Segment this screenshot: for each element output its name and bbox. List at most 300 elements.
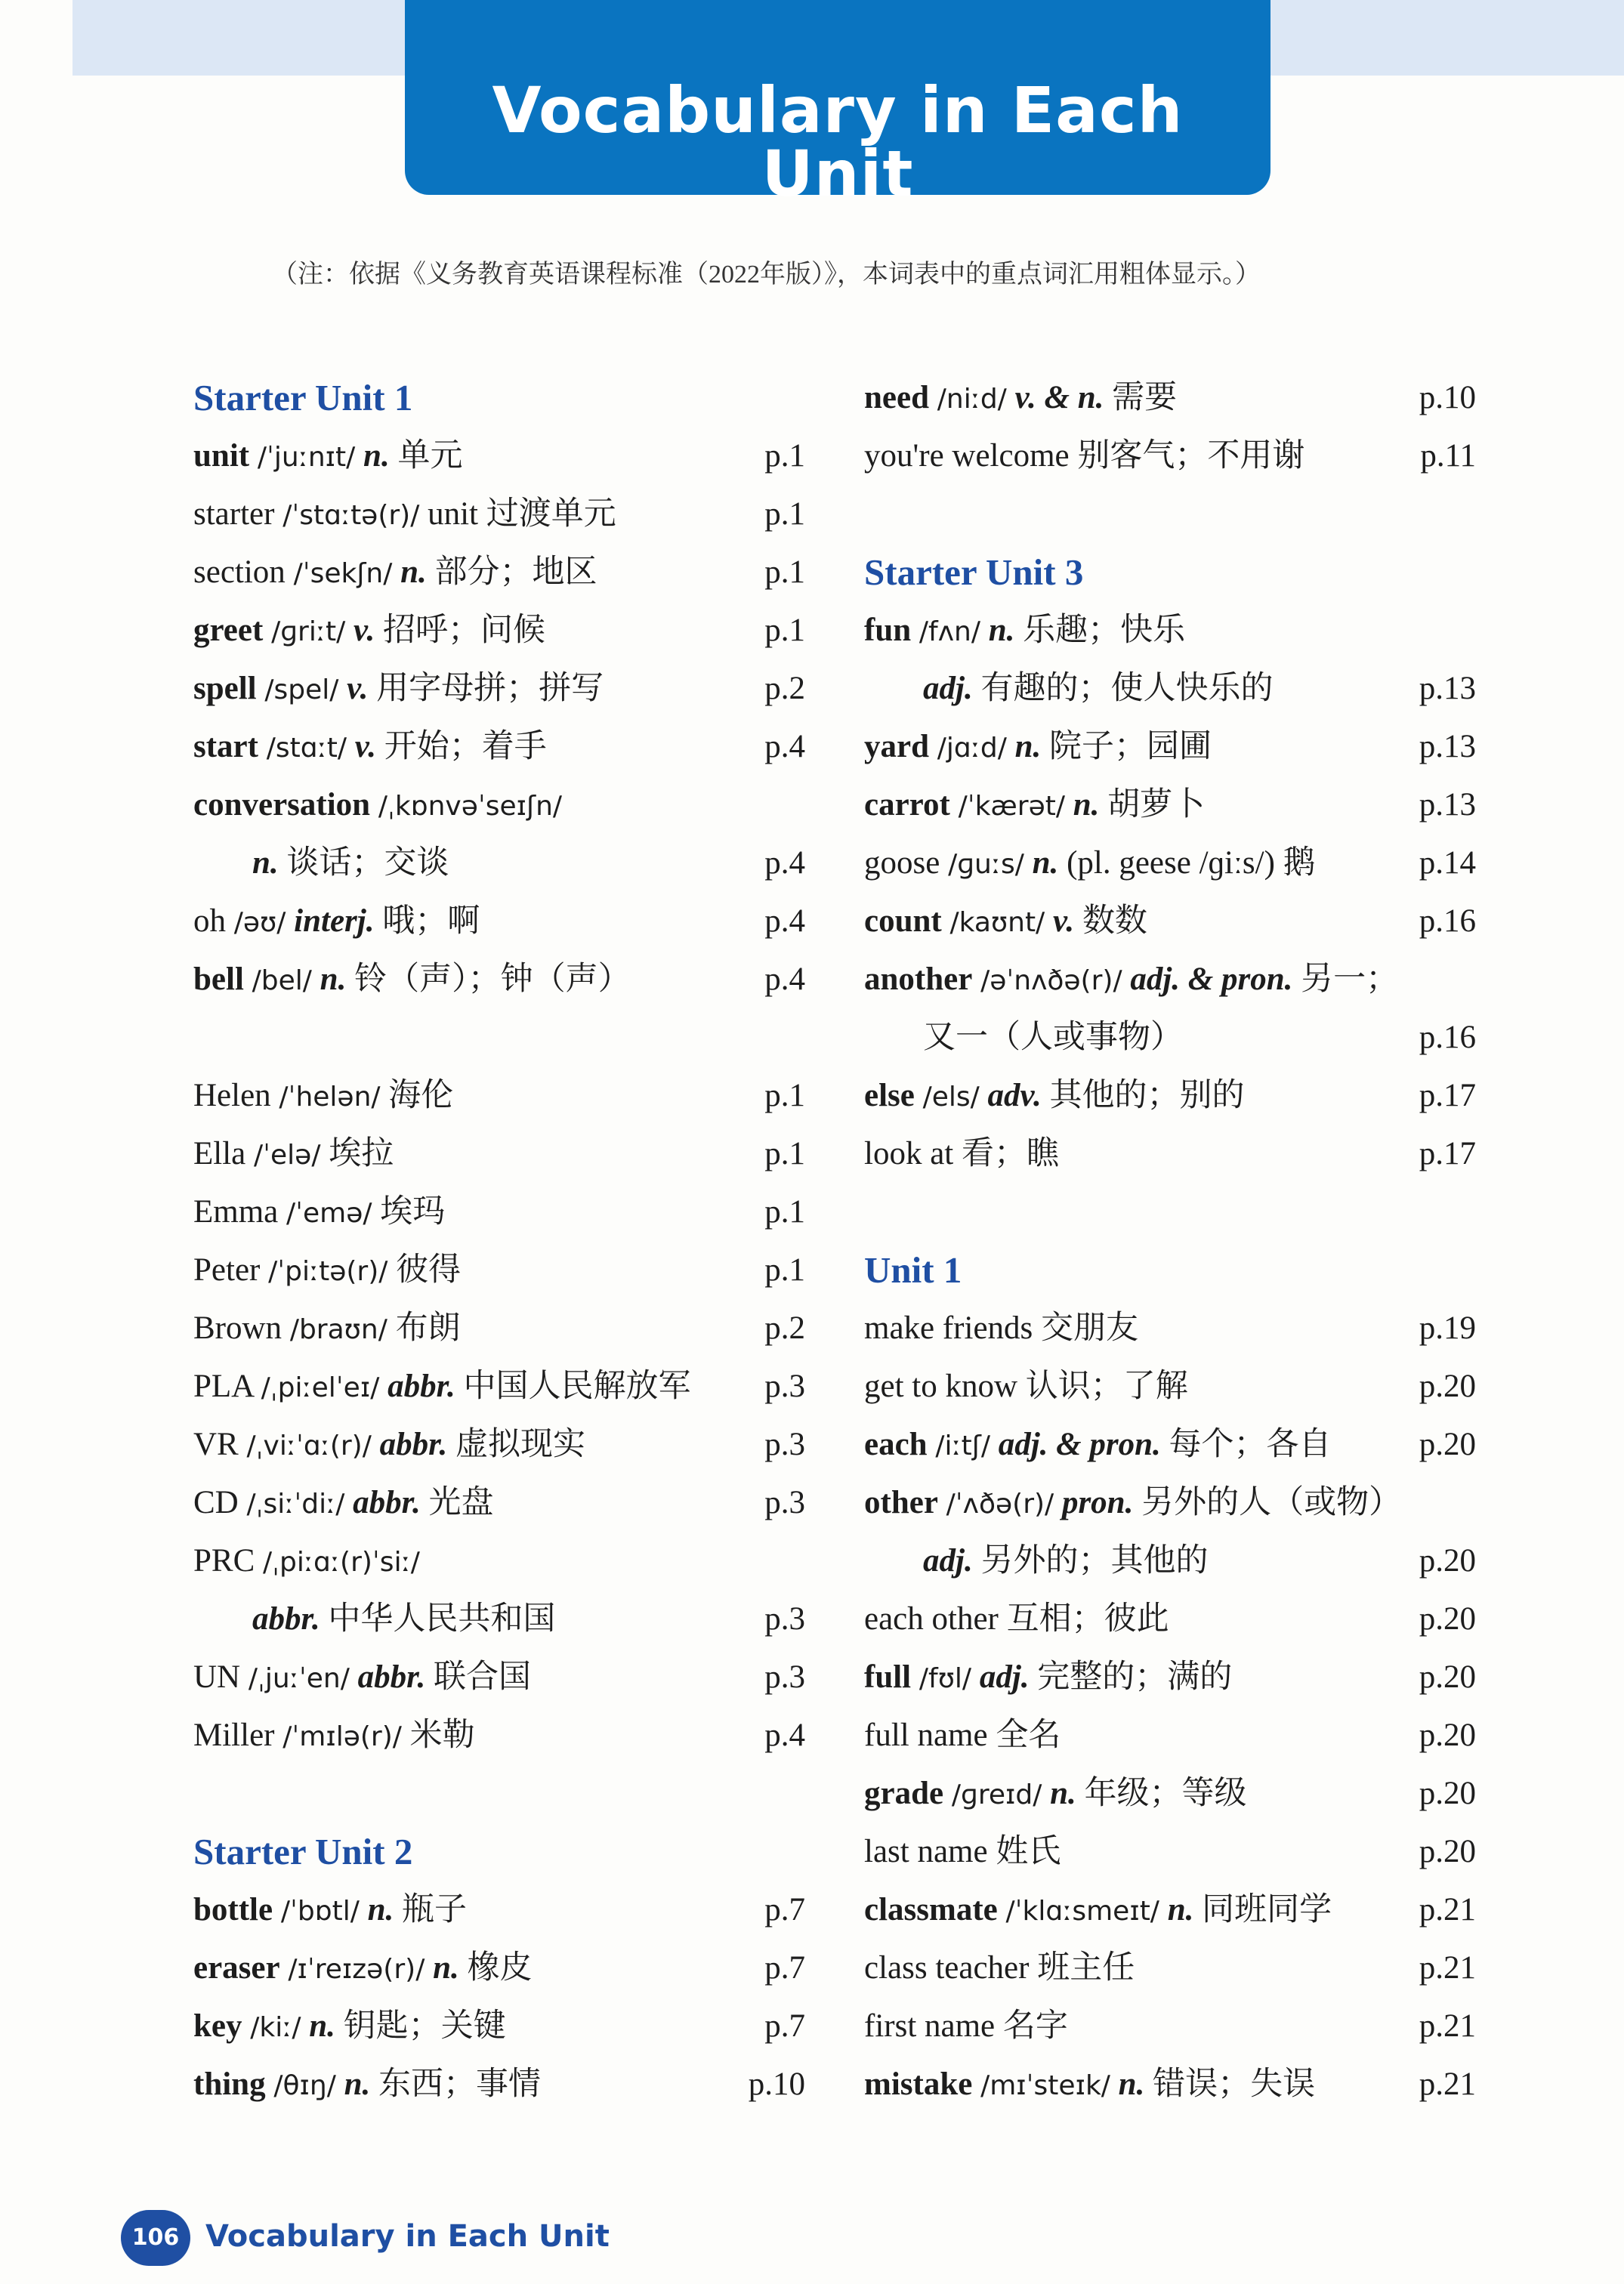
- vocab-entry: [857, 776, 1476, 834]
- entry-ipa: /bel/: [252, 965, 312, 996]
- spacer: [186, 1764, 805, 1823]
- entry-meaning: 部分；地区: [434, 554, 597, 590]
- entry-pos: abbr.: [387, 1369, 455, 1404]
- entry-word: Miller: [193, 1718, 275, 1753]
- entry-ipa: /ˌviːˈɑː(r)/: [246, 1431, 372, 1461]
- entry-word: last name: [864, 1834, 988, 1869]
- entry-meaning: 错误；失误: [1153, 2066, 1316, 2102]
- entry-page: p.10: [748, 2066, 805, 2102]
- entry-content: [864, 1764, 1247, 1824]
- entry-word: bottle: [193, 1892, 273, 1928]
- entry-word: full: [864, 1659, 912, 1695]
- vocab-entry: [857, 1764, 1476, 1823]
- entry-meaning: 互相；彼此: [1006, 1601, 1169, 1637]
- entry-pos: n.: [400, 554, 427, 590]
- entry-page: p.21: [1419, 1950, 1476, 1986]
- entry-content: [193, 892, 480, 952]
- entry-ipa: /spel/: [264, 674, 339, 705]
- entry-meaning: 看；瞧: [961, 1136, 1059, 1171]
- vocab-entry: [857, 834, 1476, 892]
- vocab-entry: [857, 1125, 1476, 1183]
- entry-meaning: 另外的人（或物）: [1141, 1485, 1402, 1520]
- entry-meaning: 其他的；别的: [1049, 1078, 1245, 1113]
- entry-page: p.14: [1419, 845, 1476, 881]
- vocab-entry: [857, 1706, 1476, 1764]
- vocab-entry: [186, 485, 805, 543]
- entry-ipa: /mɪˈsteɪk/: [980, 2070, 1110, 2101]
- entry-pos: abbr.: [357, 1659, 426, 1695]
- entry-ipa: /fʌn/: [919, 616, 980, 647]
- entry-ipa: /ˌpiːelˈeɪ/: [261, 1372, 380, 1403]
- entry-word: spell: [193, 671, 257, 706]
- entry-meaning: 需要: [1112, 380, 1178, 415]
- entry-ipa: /fʊl/: [919, 1663, 972, 1694]
- entry-word: you're welcome: [864, 438, 1070, 474]
- vocab-entry: [186, 1299, 805, 1357]
- vocab-entry: [857, 1997, 1476, 2055]
- entry-page: p.20: [1419, 1543, 1476, 1579]
- entry-word: Ella: [193, 1136, 246, 1171]
- entry-page: p.20: [1419, 1659, 1476, 1695]
- entry-content: [864, 1415, 1332, 1475]
- entry-meaning: 单元: [397, 438, 463, 474]
- entry-ipa: /ɡreɪd/: [951, 1779, 1042, 1810]
- entry-word: goose: [864, 845, 940, 881]
- entry-word: get to know: [864, 1369, 1018, 1404]
- entry-word: Helen: [193, 1078, 271, 1113]
- entry-pos: v.: [353, 613, 375, 648]
- entry-pos: abbr.: [252, 1601, 320, 1637]
- entry-word: eraser: [193, 1950, 280, 1986]
- entry-page: p.19: [1419, 1310, 1476, 1346]
- entry-content: [864, 1125, 1059, 1183]
- entry-word: Emma: [193, 1194, 279, 1230]
- note-text: （注：依据《义务教育英语课程标准（2022年版）》，本词表中的重点词汇用粗体显示。）: [272, 261, 1261, 289]
- vocab-entry: [186, 1183, 805, 1241]
- entry-page: p.11: [1420, 438, 1476, 474]
- entry-page: p.20: [1419, 1718, 1476, 1753]
- entry-content: [193, 776, 562, 835]
- entry-content: [864, 1357, 1188, 1415]
- entry-continuation: [857, 659, 1476, 718]
- entry-content: [193, 2055, 541, 2115]
- entry-word: conversation: [193, 787, 371, 823]
- entry-meaning: 又一（人或事物）: [923, 1020, 1183, 1055]
- entry-ipa: /ˈhelən/: [279, 1082, 381, 1113]
- vocab-entry: [186, 1125, 805, 1183]
- entry-content: [193, 485, 616, 545]
- vocab-entry: [857, 427, 1476, 485]
- entry-page: p.16: [1419, 1020, 1476, 1055]
- entry-continuation: [186, 834, 805, 892]
- entry-page: p.13: [1419, 729, 1476, 764]
- vocab-entry: [186, 1881, 805, 1939]
- entry-pos: adv.: [987, 1078, 1042, 1113]
- entry-ipa: /stɑːt/: [266, 733, 347, 764]
- entry-page: p.17: [1419, 1136, 1476, 1171]
- spacer: [857, 1183, 1476, 1241]
- entry-pos: n.: [1050, 1776, 1076, 1811]
- vocab-entry: [857, 601, 1476, 659]
- entry-ipa: /ˈemə/: [286, 1198, 372, 1229]
- entry-ipa: /ˈpiːtə(r)/: [268, 1256, 388, 1287]
- entry-pos: n.: [363, 438, 390, 474]
- vocab-entry: [186, 1939, 805, 1997]
- entry-word: full name: [864, 1718, 988, 1753]
- entry-meaning: 埃拉: [329, 1136, 394, 1171]
- entry-ipa: /braʊn/: [289, 1314, 387, 1345]
- entry-content: [864, 1648, 1232, 1708]
- vocab-entry: [186, 1241, 805, 1299]
- entry-ipa: /niːd/: [937, 384, 1007, 415]
- entry-ipa: /ˌpiːɑː(r)ˈsiː/: [263, 1547, 420, 1578]
- entry-word: grade: [864, 1776, 944, 1811]
- entry-pos: n.: [1014, 729, 1042, 764]
- entry-page: p.3: [764, 1485, 805, 1520]
- entry-pos: n.: [988, 613, 1015, 648]
- entry-content: [864, 776, 1205, 835]
- entry-pos: n.: [1167, 1892, 1194, 1928]
- entry-pos: n.: [1032, 845, 1059, 881]
- vocab-entry: [857, 892, 1476, 950]
- entry-pos: adj. & pron.: [998, 1427, 1161, 1462]
- entry-word: first name: [864, 2008, 996, 2044]
- entry-pos: abbr.: [353, 1485, 421, 1520]
- entry-meaning: 布朗: [395, 1310, 461, 1346]
- entry-word: oh: [193, 903, 226, 939]
- vocab-entry: [186, 1415, 805, 1474]
- entry-meaning: 有趣的；使人快乐的: [980, 671, 1274, 706]
- entry-ipa: /θɪŋ/: [273, 2070, 336, 2101]
- entry-word: Brown: [193, 1310, 283, 1346]
- entry-content: [864, 1997, 1068, 2055]
- entry-content: [864, 950, 1398, 1010]
- entry-page: p.2: [764, 1310, 805, 1346]
- vocab-entry: [857, 2055, 1476, 2113]
- entry-ipa: /ɡriːt/: [271, 616, 346, 647]
- entry-content: [864, 1939, 1135, 1997]
- entry-word: each: [864, 1427, 928, 1462]
- entry-content: [193, 1241, 461, 1301]
- entry-page: p.3: [764, 1601, 805, 1637]
- entry-page: p.1: [764, 1078, 805, 1113]
- entry-page: p.21: [1419, 2008, 1476, 2044]
- entry-content: [864, 834, 1316, 894]
- entry-content: [864, 1299, 1138, 1357]
- entry-ipa: /jɑːd/: [937, 733, 1007, 764]
- entry-word: UN: [193, 1659, 241, 1695]
- entry-meaning: 班主任: [1037, 1950, 1135, 1986]
- entry-content: [193, 1939, 533, 1999]
- entry-word: another: [864, 961, 973, 997]
- spacer: [857, 485, 1476, 543]
- entry-page: p.21: [1419, 2066, 1476, 2102]
- entry-word: greet: [193, 613, 264, 648]
- entry-pos: n.: [320, 961, 347, 997]
- entry-content: [252, 1590, 555, 1648]
- entry-word: VR: [193, 1427, 239, 1462]
- entry-page: p.20: [1419, 1601, 1476, 1637]
- entry-page: p.17: [1419, 1078, 1476, 1113]
- entry-meaning: 认识；了解: [1025, 1369, 1188, 1404]
- entry-meaning: 姓氏: [996, 1834, 1061, 1869]
- entry-meaning: 年级；等级: [1084, 1776, 1247, 1811]
- entry-pos: n.: [367, 1892, 394, 1928]
- unit-heading: [186, 369, 805, 427]
- entry-pos: v. & n.: [1014, 380, 1104, 415]
- entry-meaning: 中华人民共和国: [328, 1601, 556, 1637]
- entry-page: p.3: [764, 1369, 805, 1404]
- entry-content: [193, 1648, 531, 1708]
- entry-pos: adj. & pron.: [1130, 961, 1293, 997]
- entry-content: [864, 1066, 1245, 1126]
- entry-word: start: [193, 729, 258, 764]
- vocab-entry: [186, 1532, 805, 1590]
- footer-title: Vocabulary in Each Unit: [205, 2219, 610, 2254]
- entry-meaning: 开始；着手: [384, 729, 547, 764]
- entry-word: class teacher: [864, 1950, 1030, 1986]
- vocab-entry: [857, 950, 1476, 1008]
- entry-content: [193, 1881, 467, 1940]
- entry-word: Peter: [193, 1252, 261, 1288]
- entry-content: [193, 718, 547, 777]
- entry-word: CD: [193, 1485, 239, 1520]
- entry-meaning: 名字: [1002, 2008, 1068, 2044]
- entry-content: [193, 1125, 394, 1184]
- entry-pos: n.: [433, 1950, 459, 1986]
- entry-pos: n.: [1118, 2066, 1145, 2102]
- entry-meaning: 联合国: [433, 1659, 531, 1695]
- entry-word: yard: [864, 729, 929, 764]
- entry-pos: pron.: [1061, 1485, 1134, 1520]
- vocab-entry: [186, 659, 805, 718]
- unit-heading: [857, 543, 1476, 601]
- entry-meaning: 铃（声）；钟（声）: [354, 961, 631, 997]
- entry-word: fun: [864, 613, 912, 648]
- entry-pos: adj.: [923, 1543, 973, 1579]
- vocab-entry: [186, 543, 805, 601]
- entry-ipa: /ˌjuːˈen/: [248, 1663, 350, 1694]
- entry-meaning: 完整的；满的: [1037, 1659, 1233, 1695]
- entry-page: p.3: [764, 1659, 805, 1695]
- entry-content: [193, 427, 462, 486]
- entry-page: p.1: [764, 496, 805, 532]
- left-column: [186, 369, 805, 2113]
- entry-page: p.1: [764, 1136, 805, 1171]
- vocab-entry: [857, 1590, 1476, 1648]
- entry-content: [193, 659, 604, 719]
- page-number-badge: 106: [121, 2210, 190, 2266]
- entry-page: p.13: [1419, 671, 1476, 706]
- entry-continuation: [186, 1590, 805, 1648]
- entry-word: other: [864, 1485, 938, 1520]
- entry-word: need: [864, 380, 929, 415]
- entry-word: make friends: [864, 1310, 1033, 1346]
- unit-heading-text: Starter Unit 3: [864, 551, 1084, 593]
- entry-content: [864, 1590, 1169, 1648]
- entry-word: else: [864, 1078, 915, 1113]
- entry-content: [193, 950, 631, 1010]
- entry-meaning: 东西；事情: [378, 2066, 542, 2102]
- entry-content: [864, 1823, 1061, 1881]
- entry-pos: n.: [1073, 787, 1100, 823]
- entry-content: [193, 1997, 506, 2057]
- entry-meaning: 谈话；交谈: [286, 845, 449, 881]
- entry-pos: v.: [354, 729, 376, 764]
- entry-pos: n.: [309, 2008, 335, 2044]
- vocab-entry: [186, 718, 805, 776]
- vocab-entry: [186, 1706, 805, 1764]
- entry-pos: n.: [344, 2066, 371, 2102]
- entry-meaning: 米勒: [409, 1718, 475, 1753]
- entry-page: p.3: [764, 1427, 805, 1462]
- vocab-entry: [857, 1881, 1476, 1939]
- unit-heading: [186, 1823, 805, 1881]
- vocab-entry: [857, 1066, 1476, 1125]
- vocab-entry: [186, 776, 805, 834]
- vocab-entry: [857, 1648, 1476, 1706]
- entry-meaning: 光盘: [428, 1485, 494, 1520]
- entry-page: p.7: [764, 1950, 805, 1986]
- vocab-entry: [186, 427, 805, 485]
- spacer: [186, 1008, 805, 1066]
- entry-content: [193, 1066, 453, 1126]
- entry-meaning: 哦；啊: [382, 903, 480, 939]
- title-banner: [405, 0, 1270, 211]
- entry-page: p.20: [1419, 1834, 1476, 1869]
- entry-meaning: 另一；: [1301, 961, 1399, 997]
- vocab-entry: [857, 1357, 1476, 1415]
- entry-ipa: /ˈkærət/: [958, 791, 1065, 822]
- entry-meaning: 胡萝卜: [1107, 787, 1206, 823]
- entry-ipa: /ɪˈreɪzə(r)/: [288, 1954, 425, 1985]
- entry-page: p.13: [1419, 787, 1476, 823]
- vocab-entry: [857, 1474, 1476, 1532]
- entry-meaning: 每个；各自: [1169, 1427, 1332, 1462]
- entry-content: [193, 1415, 585, 1475]
- entry-page: p.7: [764, 1892, 805, 1928]
- entry-content: [923, 659, 1273, 718]
- entry-page: p.4: [764, 845, 805, 881]
- entry-content: [193, 601, 545, 661]
- entry-page: p.1: [764, 613, 805, 648]
- vocab-entry: [857, 1939, 1476, 1997]
- entry-word: each other: [864, 1601, 999, 1637]
- entry-ipa: /ˌkɒnvəˈseɪʃn/: [378, 791, 563, 822]
- entry-meaning: 别客气；不用谢: [1077, 438, 1305, 474]
- entry-ipa: /əʊ/: [233, 907, 286, 938]
- entry-word: unit: [193, 438, 250, 474]
- entry-ipa: /ˈelə/: [254, 1140, 321, 1171]
- entry-ipa: /ˈstɑːtə(r)/: [283, 500, 420, 531]
- entry-ipa: /ˌsiːˈdiː/: [246, 1489, 345, 1520]
- entry-page: p.20: [1419, 1776, 1476, 1811]
- entry-word: thing: [193, 2066, 266, 2102]
- entry-meaning: 钥匙；关键: [343, 2008, 506, 2044]
- entry-ipa: /əˈnʌðə(r)/: [980, 965, 1122, 996]
- entry-word: key: [193, 2008, 242, 2044]
- entry-meaning: 瓶子: [402, 1892, 467, 1928]
- entry-page: p.16: [1419, 903, 1476, 939]
- entry-content: [193, 1532, 420, 1591]
- entry-meaning: 中国人民解放军: [463, 1369, 691, 1404]
- entry-content: [193, 1183, 445, 1242]
- entry-content: [923, 1008, 1183, 1066]
- vocab-entry: [857, 1415, 1476, 1474]
- entry-content: [864, 718, 1212, 777]
- unit-heading: [857, 1241, 1476, 1299]
- entry-meaning: 数数: [1082, 903, 1147, 939]
- vocab-entry: [857, 1299, 1476, 1357]
- entry-page: p.1: [764, 554, 805, 590]
- entry-ipa: /iːtʃ/: [935, 1431, 990, 1461]
- vocab-entry: [186, 601, 805, 659]
- entry-ipa: /ɡuːs/: [948, 849, 1024, 880]
- entry-pos: v.: [347, 671, 369, 706]
- unit-heading-text: Unit 1: [864, 1249, 962, 1291]
- entry-ipa: /kaʊnt/: [949, 907, 1045, 938]
- entry-ipa: /ˈklɑːsmeɪt/: [1005, 1896, 1159, 1927]
- entry-pos: v.: [1052, 903, 1075, 939]
- entry-content: [193, 543, 597, 603]
- entry-meaning: 埃玛: [380, 1194, 446, 1230]
- entry-meaning: unit 过渡单元: [428, 496, 616, 532]
- vocab-entry: [186, 1997, 805, 2055]
- vocab-entry: [186, 1066, 805, 1125]
- entry-word: PLA: [193, 1369, 253, 1404]
- entry-page: p.1: [764, 1252, 805, 1288]
- entry-content: [864, 427, 1304, 485]
- entry-word: starter: [193, 496, 275, 532]
- entry-content: [193, 1706, 475, 1766]
- entry-ipa: /kiː/: [250, 2012, 301, 2043]
- vocab-entry: [186, 1474, 805, 1532]
- entry-ipa: /ˈsekʃn/: [293, 558, 393, 589]
- entry-meaning: 橡皮: [467, 1950, 533, 1986]
- unit-heading-text: Starter Unit 1: [193, 377, 413, 418]
- entry-page: p.4: [764, 903, 805, 939]
- entry-pos: interj.: [294, 903, 375, 939]
- entry-meaning: 用字母拼；拼写: [376, 671, 604, 706]
- entry-page: p.20: [1419, 1369, 1476, 1404]
- entry-meaning: 招呼；问候: [382, 613, 545, 648]
- entry-pos: n.: [252, 845, 279, 881]
- vocab-entry: [186, 1357, 805, 1415]
- entry-content: [252, 834, 449, 892]
- entry-word: mistake: [864, 2066, 973, 2102]
- entry-content: [864, 1474, 1401, 1533]
- entry-content: [193, 1474, 494, 1533]
- right-column: [857, 369, 1476, 2113]
- entry-word: section: [193, 554, 286, 590]
- entry-meaning: 院子；园圃: [1049, 729, 1212, 764]
- entry-content: [864, 1706, 1061, 1764]
- vocab-entry: [186, 1648, 805, 1706]
- entry-word: count: [864, 903, 942, 939]
- entry-page: p.1: [764, 438, 805, 474]
- entry-page: p.2: [764, 671, 805, 706]
- entry-content: [864, 892, 1147, 952]
- vocab-entry: [186, 2055, 805, 2113]
- entry-word: classmate: [864, 1892, 998, 1928]
- entry-pos: adj.: [979, 1659, 1030, 1695]
- entry-page: p.4: [764, 729, 805, 764]
- vocab-entry: [186, 950, 805, 1008]
- entry-ipa: /ˈʌðə(r)/: [946, 1489, 1054, 1520]
- entry-page: p.20: [1419, 1427, 1476, 1462]
- entry-meaning: 虚拟现实: [455, 1427, 585, 1462]
- entry-continuation: [857, 1008, 1476, 1066]
